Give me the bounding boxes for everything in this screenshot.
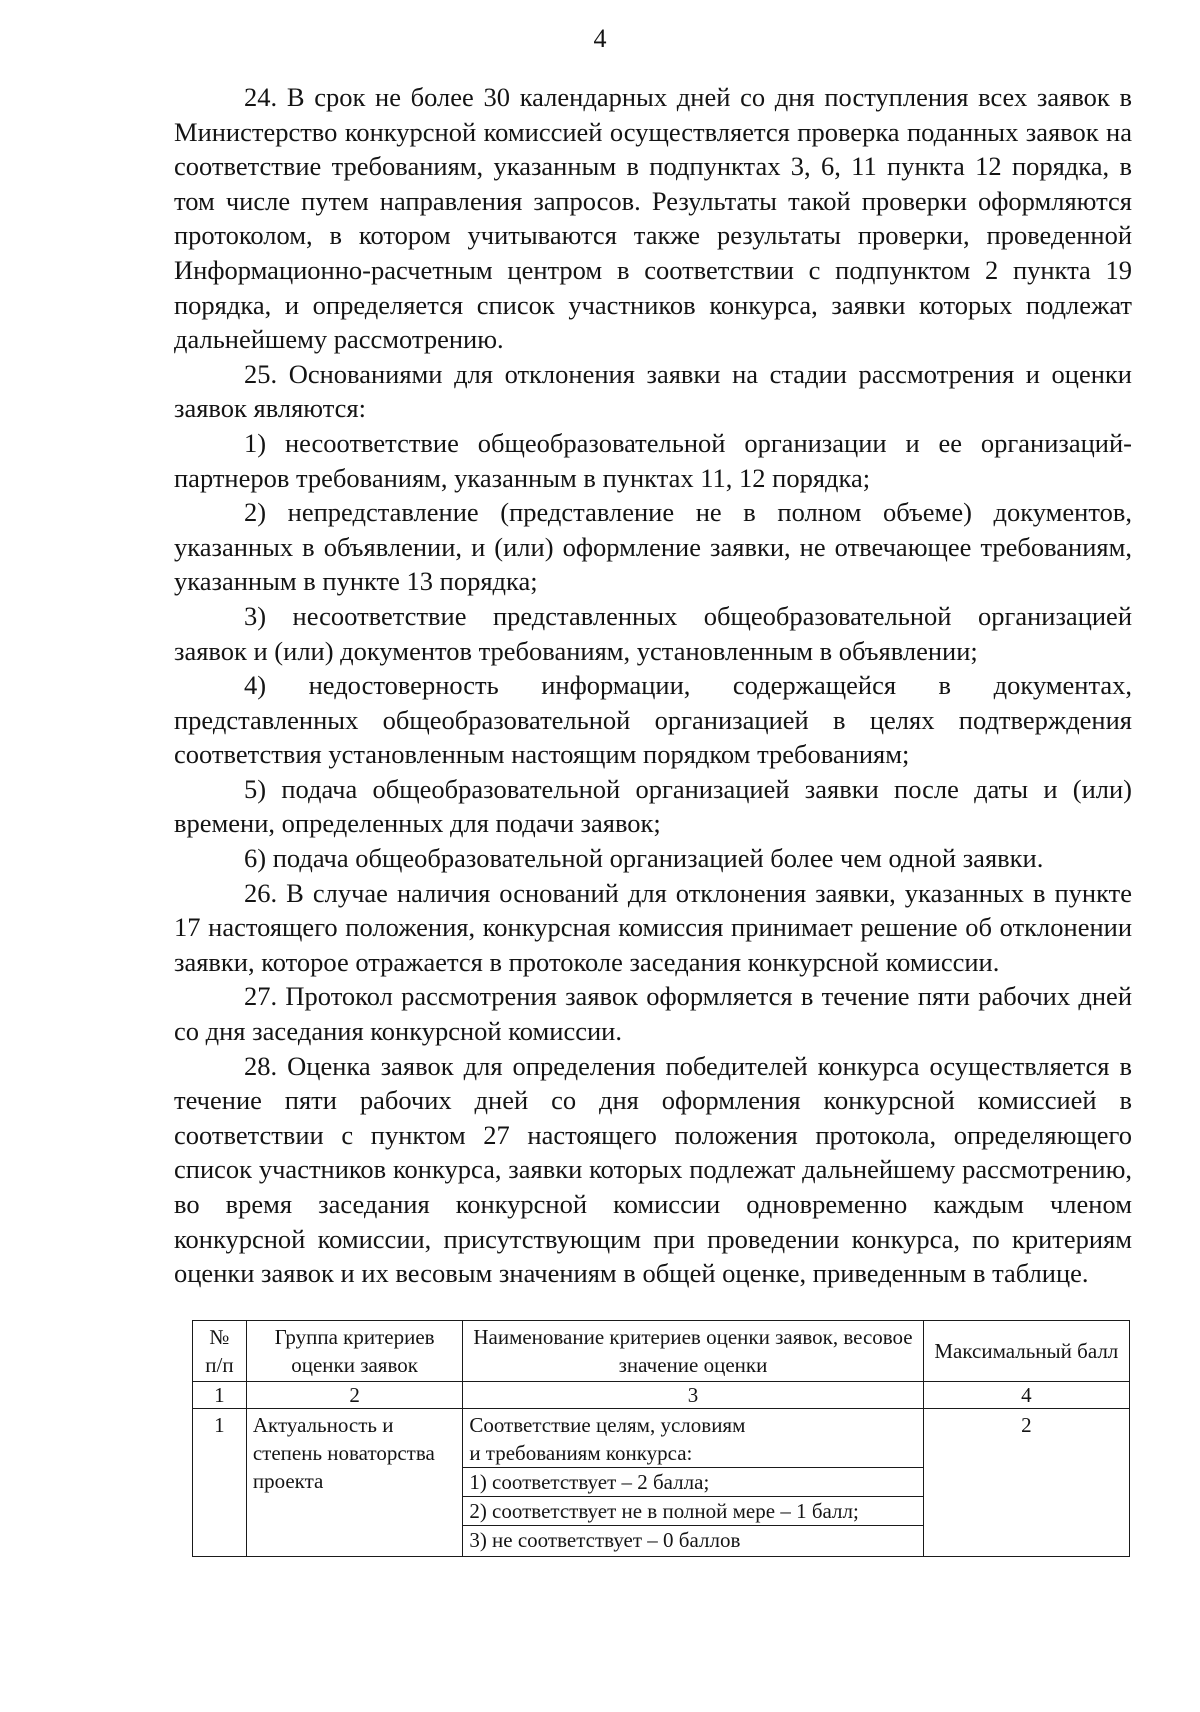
column-number: 3: [463, 1382, 923, 1409]
paragraph-27: 27. Протокол рассмотрения заявок оформляется в течение пяти рабочих дней со дня заседания конкурсной комиссии.: [174, 981, 1132, 1047]
criteria-line: и требованиям конкурса:: [463, 1439, 922, 1468]
column-number: 4: [923, 1382, 1129, 1409]
row-name: [463, 1409, 923, 1557]
header-name: Наименование критериев оценки заявок, весовое значение оценки: [463, 1321, 923, 1382]
paragraph-25-item-3: 3) несоответствие представленных общеобразовательной организацией заявок и (или) документов требованиям, установленным в объявлении;: [174, 600, 1132, 666]
paragraph-25-item-1: 1) несоответствие общеобразовательной организации и ее организаций-партнеров требованиям, указанным в пунктах 11, 12 порядка;: [174, 427, 1132, 493]
criteria-line: 2) соответствует не в полной мере – 1 балл;: [463, 1497, 922, 1526]
row-num: 1: [193, 1409, 247, 1557]
criteria-table: [192, 1320, 1130, 1557]
header-group: Группа критериев оценки заявок: [246, 1321, 462, 1382]
document-body: [174, 80, 1132, 1291]
header-max: Максимальный балл: [923, 1321, 1129, 1382]
column-number-row: [193, 1382, 1130, 1409]
row-group: Актуальность и степень новаторства проекта: [246, 1409, 462, 1557]
criteria-line: 3) не соответствует – 0 баллов: [469, 1528, 741, 1552]
row-max: 2: [923, 1409, 1129, 1557]
paragraph-25-item-5: 5) подача общеобразовательной организацией заявки после даты и (или) времени, определенных для подачи заявок;: [174, 773, 1132, 839]
paragraph-28: 28. Оценка заявок для определения победителей конкурса осуществляется в течение пяти рабочих дней со дня оформления конкурсной комиссией в соответствии с пунктом 27 настоящего положения протокола, определяющего список участников конкурса, заявки которых подлежат дальнейшему рассмотрению, во время заседания конкурсной комиссии одновременно каждым членом конкурсной комиссии, присутствующим при проведении конкурса, по критериям оценки заявок и их весовым значениям в общей оценке, приведенным в таблице.: [174, 1050, 1132, 1289]
paragraph-25-item-4: 4) недостоверность информации, содержащейся в документах, представленных общеобразовательной организацией в целях подтверждения соответствия установленным настоящим порядком требованиям;: [174, 670, 1132, 770]
paragraph-25-item-2: 2) непредставление (представление не в полном объеме) документов, указанных в объявлении, и (или) оформление заявки, не отвечающее требованиям, указанным в пункте 13 порядка;: [174, 497, 1132, 597]
page-number: 4: [593, 24, 607, 53]
criteria-line: 1) соответствует – 2 балла;: [463, 1468, 922, 1497]
header-num: № п/п: [193, 1321, 247, 1382]
table-header-row: [193, 1321, 1130, 1382]
table-row: [193, 1409, 1130, 1557]
criteria-line: Соответствие целям, условиям: [469, 1413, 746, 1437]
paragraph-26: 26. В случае наличия оснований для отклонения заявки, указанных в пункте 17 настоящего положения, конкурсная комиссия принимает решение об отклонении заявки, которое отражается в протоколе заседания конкурсной комиссии.: [174, 877, 1132, 977]
paragraph-25: 25. Основаниями для отклонения заявки на стадии рассмотрения и оценки заявок являются:: [174, 358, 1132, 424]
column-number: 2: [246, 1382, 462, 1409]
paragraph-25-item-6: 6) подача общеобразовательной организацией более чем одной заявки.: [244, 843, 1044, 874]
paragraph-24: 24. В срок не более 30 календарных дней со дня поступления всех заявок в Министерство конкурсной комиссией осуществляется проверка поданных заявок на соответствие требованиям, указанным в подпунктах 3, 6, 11 пункта 12 порядка, в том числе путем направления запросов. Результаты такой проверки оформляются протоколом, в котором учитываются также результаты проверки, проведенной Информационно-расчетным центром в соответствии с подпунктом 2 пункта 19 порядка, и определяется список участников конкурса, заявки которых подлежат дальнейшему рассмотрению.: [174, 82, 1132, 355]
column-number: 1: [193, 1382, 247, 1409]
